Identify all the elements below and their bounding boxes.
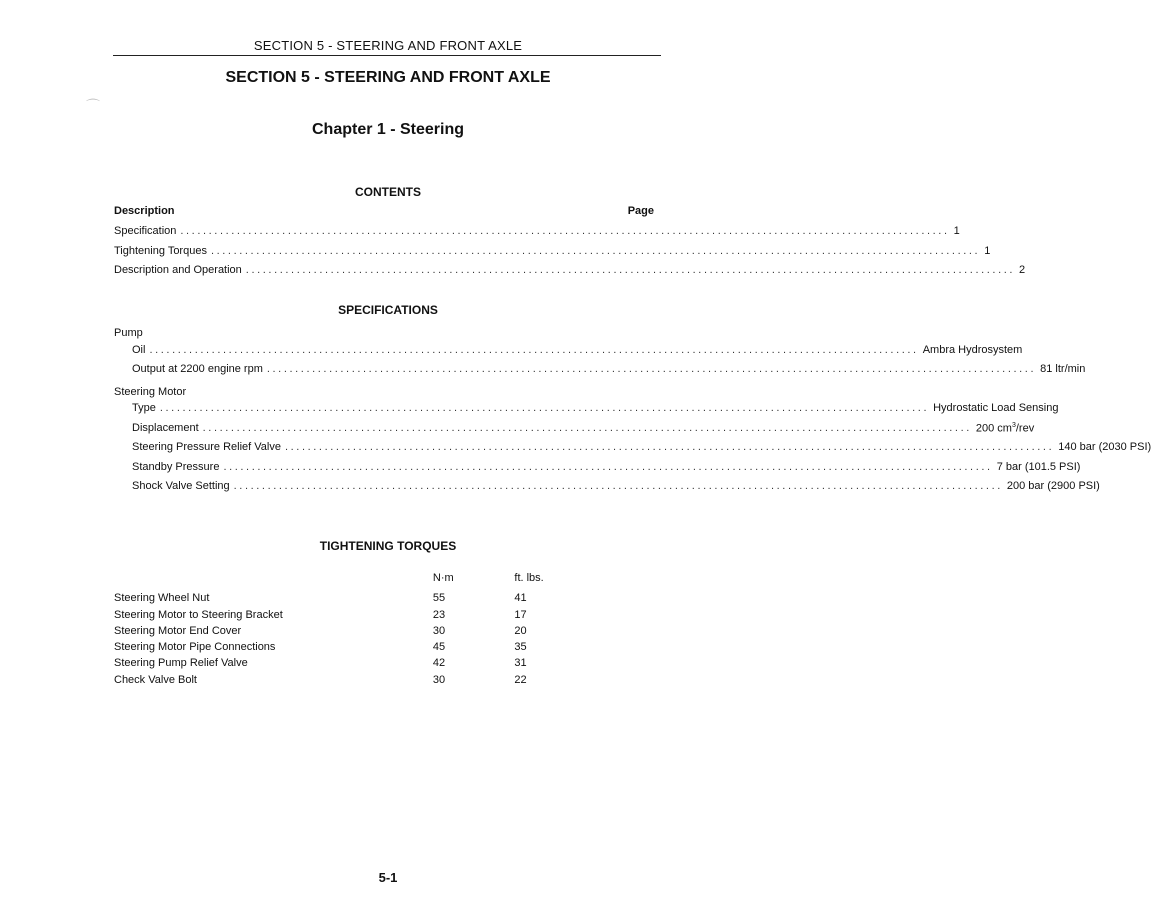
contents-table xyxy=(114,205,1026,284)
spec-label: Displacement xyxy=(132,422,199,435)
torque-ftlbs: 35 xyxy=(514,641,527,654)
dot-leader: ........................................................................................................................................ xyxy=(149,343,919,356)
torque-item: Steering Wheel Nut xyxy=(114,592,210,605)
torque-item: Steering Pump Relief Valve xyxy=(114,657,248,670)
spec-row xyxy=(114,421,1035,442)
spec-label: Steering Pressure Relief Valve xyxy=(132,441,281,453)
torques-col-nm: N·m xyxy=(432,572,454,584)
spec-value-unit: /rev xyxy=(1015,422,1035,435)
dot-leader: ........................................................................................................................................ xyxy=(284,441,1055,453)
spec-label: Oil xyxy=(132,343,146,356)
torque-nm: 23 xyxy=(432,608,446,621)
torque-item: Steering Motor to Steering Bracket xyxy=(114,608,283,621)
torque-item: Steering Motor End Cover xyxy=(114,624,242,637)
torque-ftlbs: 22 xyxy=(514,673,527,686)
torque-nm: 55 xyxy=(432,592,446,605)
table-row xyxy=(114,623,574,639)
torque-nm: 30 xyxy=(432,624,446,637)
table-row xyxy=(114,607,574,623)
torques-table xyxy=(114,570,574,688)
spec-label: Shock Valve Setting xyxy=(132,480,230,492)
table-row xyxy=(114,655,574,671)
contents-entry-label: Description and Operation xyxy=(114,264,242,276)
spec-value-superscript: 3 xyxy=(1011,421,1016,429)
torque-item: Check Valve Bolt xyxy=(114,673,197,686)
dot-leader: ........................................................................................................................................ xyxy=(202,422,972,435)
dot-leader: ........................................................................................................................................ xyxy=(223,460,993,473)
specifications-heading: SPECIFICATIONS xyxy=(338,303,438,317)
contents-header-row xyxy=(114,205,654,225)
spec-row xyxy=(114,460,1081,481)
spec-row xyxy=(114,480,1100,500)
contents-heading: CONTENTS xyxy=(355,185,421,199)
section-title: SECTION 5 - STEERING AND FRONT AXLE xyxy=(225,69,551,86)
table-row xyxy=(114,672,574,688)
scan-mark-icon: ⌒ xyxy=(86,98,100,114)
torque-nm: 30 xyxy=(432,673,446,686)
spec-label: Output at 2200 engine rpm xyxy=(132,363,263,375)
spec-value: 200 cm xyxy=(975,422,1012,435)
contents-entry-page: 1 xyxy=(953,225,960,237)
dot-leader: ........................................................................................................................................ xyxy=(233,480,1003,492)
dot-leader: ........................................................................................................................................ xyxy=(210,244,981,257)
spec-value: 81 ltr/min xyxy=(1040,363,1086,375)
spec-value: Hydrostatic Load Sensing xyxy=(933,402,1059,414)
spec-value: 140 bar (2030 PSI) xyxy=(1058,441,1151,453)
torque-ftlbs: 20 xyxy=(514,624,527,637)
spec-value: 7 bar (101.5 PSI) xyxy=(996,460,1081,473)
dot-leader: ........................................................................................................................................ xyxy=(245,264,1016,276)
torques-col-ftlbs: ft. lbs. xyxy=(514,572,544,584)
contents-entry-label: Specification xyxy=(114,225,177,237)
table-row xyxy=(114,639,574,655)
page-number: 5-1 xyxy=(378,870,398,885)
spec-group-pump: Pump xyxy=(114,327,143,339)
header-rule xyxy=(113,55,661,56)
dot-leader: ........................................................................................................................................ xyxy=(159,402,930,414)
torques-col-item xyxy=(114,570,433,586)
torque-nm: 42 xyxy=(432,657,446,670)
spec-row xyxy=(114,402,1059,422)
torque-ftlbs: 41 xyxy=(514,592,527,605)
torque-ftlbs: 17 xyxy=(514,608,527,621)
spec-value: 200 bar (2900 PSI) xyxy=(1006,480,1100,492)
spec-row xyxy=(114,363,1086,383)
spec-row xyxy=(114,441,1151,461)
dot-leader: ........................................................................................................................................ xyxy=(266,363,1037,375)
running-header: SECTION 5 - STEERING AND FRONT AXLE xyxy=(253,38,523,53)
contents-entry-label: Tightening Torques xyxy=(114,244,207,257)
contents-col-description: Description xyxy=(114,205,175,217)
chapter-title: Chapter 1 - Steering xyxy=(311,121,465,138)
spec-group-steering-motor: Steering Motor xyxy=(114,385,187,398)
torques-heading: TIGHTENING TORQUES xyxy=(319,539,457,553)
torques-header-row xyxy=(114,570,574,586)
contents-entry xyxy=(114,225,960,245)
dot-leader: ........................................................................................................................................ xyxy=(180,225,950,237)
table-row xyxy=(114,590,574,606)
contents-col-page: Page xyxy=(627,205,654,217)
torque-ftlbs: 31 xyxy=(514,657,527,670)
specifications-list xyxy=(114,324,1151,500)
contents-entry xyxy=(114,264,1026,284)
contents-entry-page: 2 xyxy=(1019,264,1026,276)
torque-nm: 45 xyxy=(432,641,446,654)
contents-entry xyxy=(114,244,991,265)
contents-entry-page: 1 xyxy=(984,244,991,257)
spec-value-displacement xyxy=(976,422,1034,435)
spec-value: Ambra Hydrosystem xyxy=(922,343,1023,356)
spec-label: Type xyxy=(132,402,156,414)
spec-label: Standby Pressure xyxy=(132,460,220,473)
spec-row xyxy=(114,343,1023,364)
torque-item: Steering Motor Pipe Connections xyxy=(114,641,276,654)
